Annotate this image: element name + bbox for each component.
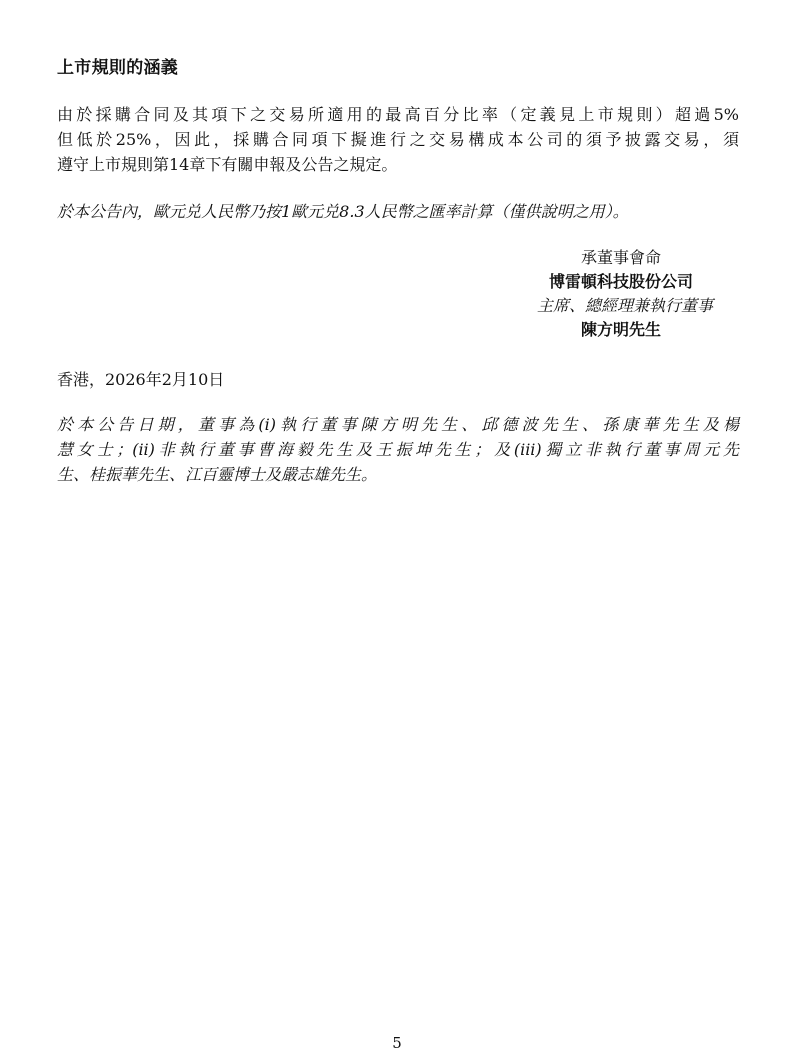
paragraph-line: 由於採購合同及其項下之交易所適用的最高百分比率（定義見上市規則）超過5% bbox=[57, 105, 739, 124]
paragraph-line: 但低於25%，因此，採購合同項下擬進行之交易構成本公司的須予披露交易，須 bbox=[57, 130, 739, 149]
directors-paragraph bbox=[57, 412, 739, 487]
page-number: 5 bbox=[392, 1034, 402, 1052]
signatory-name: 陳方明先生 bbox=[580, 320, 661, 339]
paragraph-line: 遵守上市規則第14章下有關申報及公告之規定。 bbox=[57, 155, 398, 174]
by-order-line: 承董事會命 bbox=[580, 248, 661, 267]
signature-block bbox=[500, 246, 750, 342]
paragraph-line: 生、桂振華先生、江百靈博士及嚴志雄先生。 bbox=[57, 465, 378, 484]
paragraph-line: 慧女士；(ii)非執行董事曹海毅先生及王振坤先生；及(iii)獨立非執行董事周元先 bbox=[57, 440, 739, 459]
section-heading: 上市規則的涵義 bbox=[57, 58, 179, 78]
exchange-rate-paragraph bbox=[57, 199, 739, 224]
date-paragraph bbox=[57, 367, 739, 392]
listing-rules-paragraph bbox=[57, 102, 739, 177]
paragraph-line: 於本公告內，歐元兑人民幣乃按1歐元兑8.3人民幣之匯率計算（僅供說明之用）。 bbox=[57, 202, 629, 221]
company-name: 博雷頓科技股份公司 bbox=[548, 272, 693, 291]
signatory-title: 主席、總經理兼執行董事 bbox=[536, 296, 713, 315]
paragraph-line: 於本公告日期，董事為(i)執行董事陳方明先生、邱德波先生、孫康華先生及楊 bbox=[57, 415, 739, 434]
date-line: 香港，2026年2月10日 bbox=[57, 370, 225, 389]
